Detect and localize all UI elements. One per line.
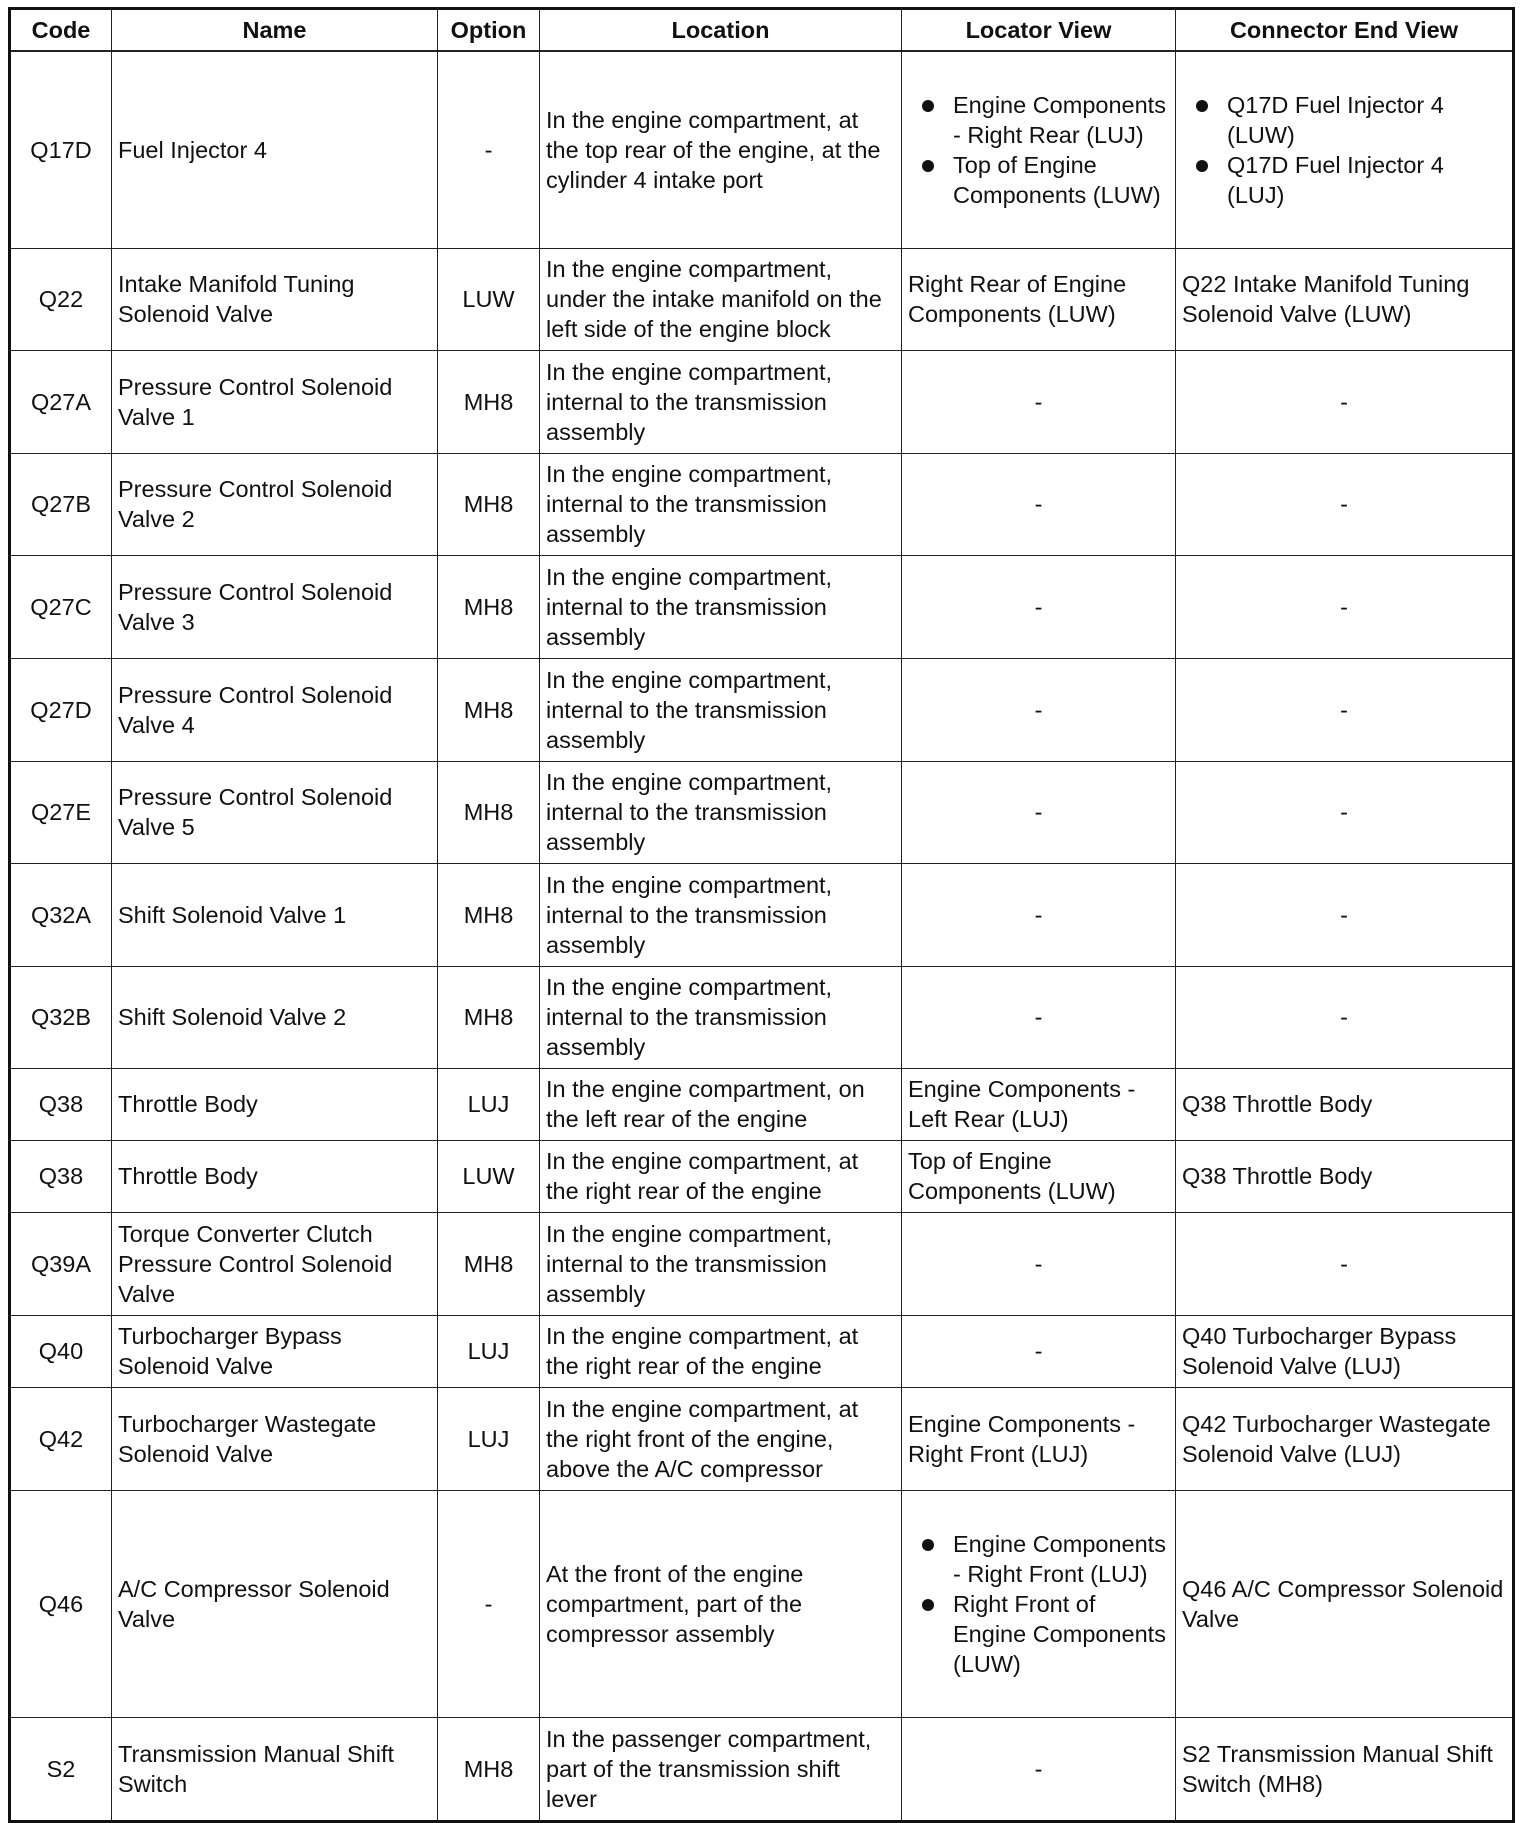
cell-connector-end-view: Q22 Intake Manifold Tuning Solenoid Valve (LUW)	[1176, 248, 1514, 350]
header-option: Option	[438, 9, 540, 52]
cell-option: MH8	[438, 1717, 540, 1821]
locator-view-item: Engine Components - Right Rear (LUJ)	[953, 90, 1169, 150]
cell-name: Pressure Control Solenoid Valve 5	[112, 761, 438, 863]
cell-location: In the engine compartment, at the right front of the engine, above the A/C compressor	[540, 1387, 902, 1490]
cell-location: In the engine compartment, on the left rear of the engine	[540, 1068, 902, 1140]
cell-locator-view: -	[902, 761, 1176, 863]
cell-name: Pressure Control Solenoid Valve 4	[112, 658, 438, 761]
table-row	[10, 350, 1514, 453]
cell-connector-end-view: S2 Transmission Manual Shift Switch (MH8)	[1176, 1717, 1514, 1821]
header-locator-view: Locator View	[902, 9, 1176, 52]
table-row	[10, 1068, 1514, 1140]
cell-option: -	[438, 51, 540, 248]
table-row	[10, 1490, 1514, 1717]
component-locator-sheet	[8, 7, 1512, 1823]
cell-code: Q17D	[10, 51, 112, 248]
cell-connector-end-view: -	[1176, 350, 1514, 453]
cell-name: Turbocharger Wastegate Solenoid Valve	[112, 1387, 438, 1490]
cell-location: In the engine compartment, under the intake manifold on the left side of the engine block	[540, 248, 902, 350]
cell-code: Q39A	[10, 1212, 112, 1315]
cell-location: In the engine compartment, internal to the transmission assembly	[540, 555, 902, 658]
cell-location: In the engine compartment, internal to the transmission assembly	[540, 1212, 902, 1315]
cell-code: Q38	[10, 1140, 112, 1212]
cell-option: LUJ	[438, 1068, 540, 1140]
table-row	[10, 863, 1514, 966]
connector-end-view-item: Q17D Fuel Injector 4 (LUW)	[1227, 90, 1506, 150]
cell-name: Intake Manifold Tuning Solenoid Valve	[112, 248, 438, 350]
cell-name: A/C Compressor Solenoid Valve	[112, 1490, 438, 1717]
cell-location: In the engine compartment, at the top rear of the engine, at the cylinder 4 intake port	[540, 51, 902, 248]
table-row	[10, 1717, 1514, 1821]
cell-code: Q27E	[10, 761, 112, 863]
header-connector-end-view: Connector End View	[1176, 9, 1514, 52]
cell-locator-view: -	[902, 658, 1176, 761]
connector-end-view-item: Q17D Fuel Injector 4 (LUJ)	[1227, 150, 1506, 210]
cell-location: In the engine compartment, at the right rear of the engine	[540, 1315, 902, 1387]
table-row	[10, 1315, 1514, 1387]
cell-location: In the engine compartment, internal to the transmission assembly	[540, 658, 902, 761]
cell-connector-end-view: -	[1176, 453, 1514, 555]
table-row	[10, 761, 1514, 863]
cell-location: In the engine compartment, internal to the transmission assembly	[540, 863, 902, 966]
cell-code: Q27C	[10, 555, 112, 658]
cell-locator-view: Engine Components - Right Front (LUJ)	[902, 1387, 1176, 1490]
cell-connector-end-view: -	[1176, 863, 1514, 966]
table-row	[10, 1140, 1514, 1212]
connector-end-view-list	[1182, 90, 1506, 210]
table-row	[10, 248, 1514, 350]
cell-connector-end-view: Q38 Throttle Body	[1176, 1140, 1514, 1212]
cell-connector-end-view: Q42 Turbocharger Wastegate Solenoid Valve (LUJ)	[1176, 1387, 1514, 1490]
cell-name: Throttle Body	[112, 1068, 438, 1140]
cell-locator-view	[902, 1490, 1176, 1717]
locator-view-item: Right Front of Engine Components (LUW)	[953, 1589, 1169, 1679]
cell-location: In the engine compartment, internal to the transmission assembly	[540, 350, 902, 453]
cell-option: MH8	[438, 966, 540, 1068]
cell-name: Pressure Control Solenoid Valve 1	[112, 350, 438, 453]
cell-code: Q32B	[10, 966, 112, 1068]
cell-name: Shift Solenoid Valve 2	[112, 966, 438, 1068]
cell-name: Pressure Control Solenoid Valve 3	[112, 555, 438, 658]
cell-option: MH8	[438, 453, 540, 555]
table-row	[10, 966, 1514, 1068]
cell-connector-end-view: Q38 Throttle Body	[1176, 1068, 1514, 1140]
cell-locator-view: -	[902, 555, 1176, 658]
cell-locator-view: -	[902, 966, 1176, 1068]
cell-code: Q46	[10, 1490, 112, 1717]
cell-connector-end-view: -	[1176, 658, 1514, 761]
cell-code: Q27A	[10, 350, 112, 453]
table-row	[10, 51, 1514, 248]
cell-connector-end-view: -	[1176, 966, 1514, 1068]
cell-connector-end-view	[1176, 51, 1514, 248]
table-body	[10, 51, 1514, 1821]
cell-code: S2	[10, 1717, 112, 1821]
cell-connector-end-view: Q46 A/C Compressor Solenoid Valve	[1176, 1490, 1514, 1717]
cell-option: MH8	[438, 350, 540, 453]
cell-locator-view: -	[902, 863, 1176, 966]
cell-name: Torque Converter Clutch Pressure Control Solenoid Valve	[112, 1212, 438, 1315]
cell-name: Turbocharger Bypass Solenoid Valve	[112, 1315, 438, 1387]
table-row	[10, 1387, 1514, 1490]
cell-code: Q22	[10, 248, 112, 350]
cell-code: Q27B	[10, 453, 112, 555]
cell-connector-end-view: -	[1176, 1212, 1514, 1315]
cell-locator-view: -	[902, 453, 1176, 555]
cell-locator-view: Right Rear of Engine Components (LUW)	[902, 248, 1176, 350]
cell-name: Fuel Injector 4	[112, 51, 438, 248]
header-location: Location	[540, 9, 902, 52]
header-row	[10, 9, 1514, 52]
cell-connector-end-view: -	[1176, 761, 1514, 863]
cell-locator-view: Top of Engine Components (LUW)	[902, 1140, 1176, 1212]
cell-code: Q32A	[10, 863, 112, 966]
table-header	[10, 9, 1514, 52]
cell-option: LUJ	[438, 1315, 540, 1387]
cell-location: In the engine compartment, at the right rear of the engine	[540, 1140, 902, 1212]
cell-code: Q40	[10, 1315, 112, 1387]
cell-code: Q27D	[10, 658, 112, 761]
locator-view-item: Engine Components - Right Front (LUJ)	[953, 1529, 1169, 1589]
cell-location: At the front of the engine compartment, part of the compressor assembly	[540, 1490, 902, 1717]
cell-code: Q42	[10, 1387, 112, 1490]
cell-location: In the engine compartment, internal to the transmission assembly	[540, 453, 902, 555]
header-code: Code	[10, 9, 112, 52]
cell-location: In the engine compartment, internal to the transmission assembly	[540, 966, 902, 1068]
locator-view-list	[908, 90, 1169, 210]
cell-locator-view	[902, 51, 1176, 248]
cell-locator-view: -	[902, 1315, 1176, 1387]
cell-connector-end-view: -	[1176, 555, 1514, 658]
cell-option: -	[438, 1490, 540, 1717]
cell-locator-view: Engine Components - Left Rear (LUJ)	[902, 1068, 1176, 1140]
cell-option: MH8	[438, 761, 540, 863]
locator-view-item: Top of Engine Components (LUW)	[953, 150, 1169, 210]
header-name: Name	[112, 9, 438, 52]
cell-location: In the passenger compartment, part of the transmission shift lever	[540, 1717, 902, 1821]
cell-locator-view: -	[902, 1717, 1176, 1821]
cell-locator-view: -	[902, 1212, 1176, 1315]
locator-view-list	[908, 1529, 1169, 1679]
cell-name: Transmission Manual Shift Switch	[112, 1717, 438, 1821]
cell-name: Shift Solenoid Valve 1	[112, 863, 438, 966]
table-row	[10, 555, 1514, 658]
cell-name: Throttle Body	[112, 1140, 438, 1212]
table-row	[10, 1212, 1514, 1315]
cell-connector-end-view: Q40 Turbocharger Bypass Solenoid Valve (LUJ)	[1176, 1315, 1514, 1387]
cell-location: In the engine compartment, internal to the transmission assembly	[540, 761, 902, 863]
cell-option: LUW	[438, 248, 540, 350]
component-locator-table	[8, 7, 1515, 1823]
cell-option: LUJ	[438, 1387, 540, 1490]
table-row	[10, 453, 1514, 555]
cell-code: Q38	[10, 1068, 112, 1140]
cell-option: MH8	[438, 555, 540, 658]
table-row	[10, 658, 1514, 761]
cell-option: LUW	[438, 1140, 540, 1212]
cell-option: MH8	[438, 658, 540, 761]
cell-option: MH8	[438, 863, 540, 966]
cell-locator-view: -	[902, 350, 1176, 453]
cell-name: Pressure Control Solenoid Valve 2	[112, 453, 438, 555]
cell-option: MH8	[438, 1212, 540, 1315]
